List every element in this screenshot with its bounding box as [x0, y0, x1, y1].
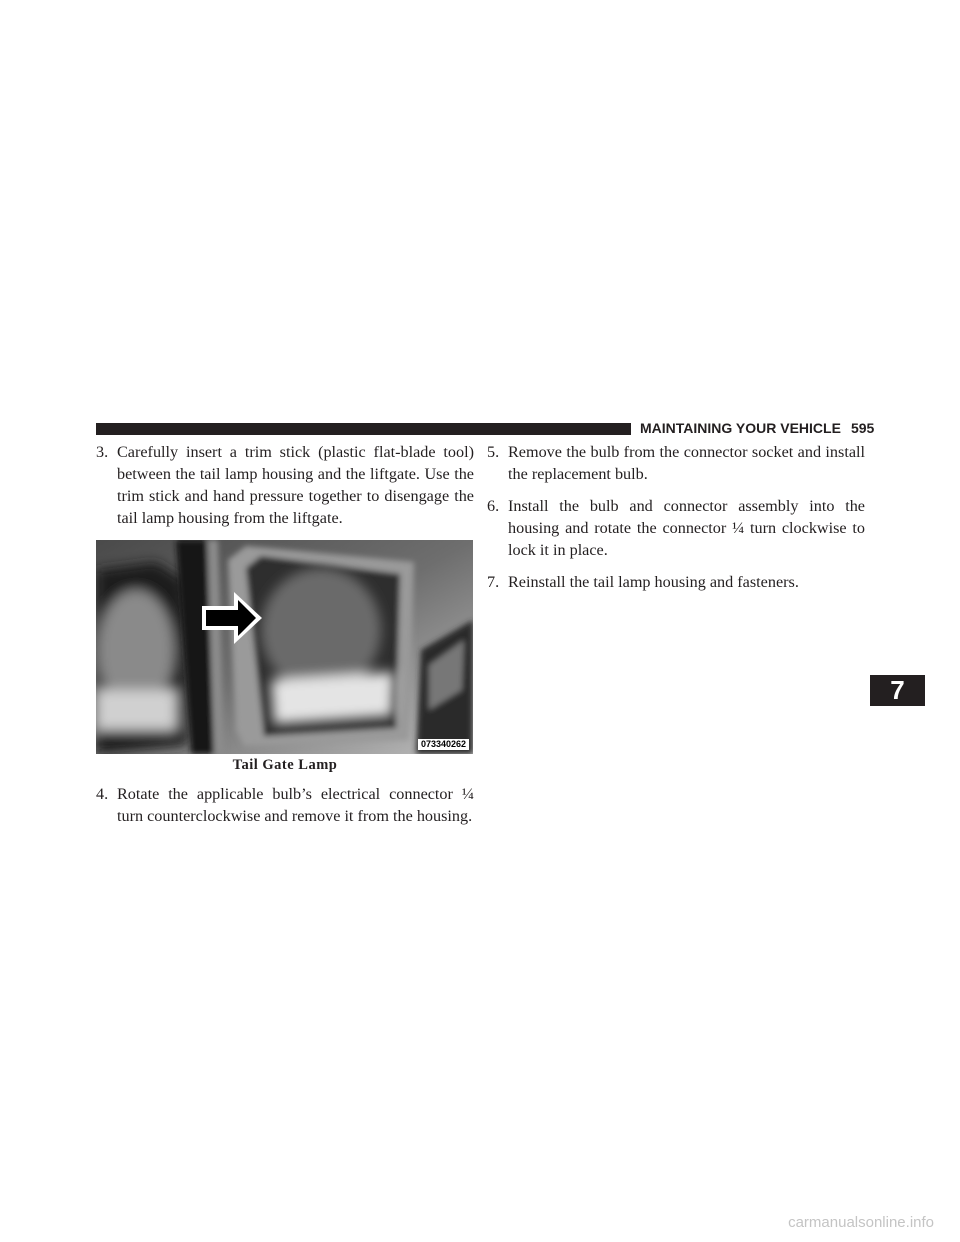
- step-5: [487, 441, 865, 485]
- step-7: [487, 571, 865, 593]
- step-text: Reinstall the tail lamp housing and fasteners.: [508, 573, 799, 591]
- photo-code: 073340262: [418, 739, 469, 750]
- step-text: Remove the bulb from the connector socket and install the replacement bulb.: [508, 443, 865, 483]
- photo-illustration: [96, 540, 473, 754]
- step-number: 4.: [96, 785, 109, 803]
- section-title: MAINTAINING YOUR VEHICLE: [640, 420, 841, 436]
- step-text: Install the bulb and connector assembly into the housing and rotate the connector ¼ turn clockwise to lock it in place.: [508, 497, 865, 559]
- step-text: Carefully insert a trim stick (plastic flat-blade tool) between the tail lamp housing and the liftgate. Use the trim stick and hand pressure together to disengage the tail lamp housing from the liftgate.: [117, 443, 474, 527]
- chapter-tab: 7: [870, 675, 925, 706]
- left-column: [96, 441, 474, 827]
- step-number: 3.: [96, 443, 109, 461]
- step-6: [487, 495, 865, 561]
- step-3: [96, 441, 474, 529]
- figure-caption: Tail Gate Lamp: [232, 757, 338, 773]
- header-rule: [96, 423, 631, 435]
- running-header: [640, 416, 875, 440]
- right-column: [487, 441, 865, 593]
- watermark: carmanualsonline.info: [788, 1214, 934, 1231]
- step-4: [96, 783, 474, 827]
- step-text: Rotate the applicable bulb’s electrical connector ¼ turn counterclockwise and remove it from the housing.: [117, 785, 474, 825]
- step-number: 7.: [487, 573, 500, 591]
- tail-gate-lamp-photo: [96, 540, 473, 754]
- step-number: 5.: [487, 443, 500, 461]
- page-number: 595: [850, 420, 875, 436]
- step-number: 6.: [487, 497, 500, 515]
